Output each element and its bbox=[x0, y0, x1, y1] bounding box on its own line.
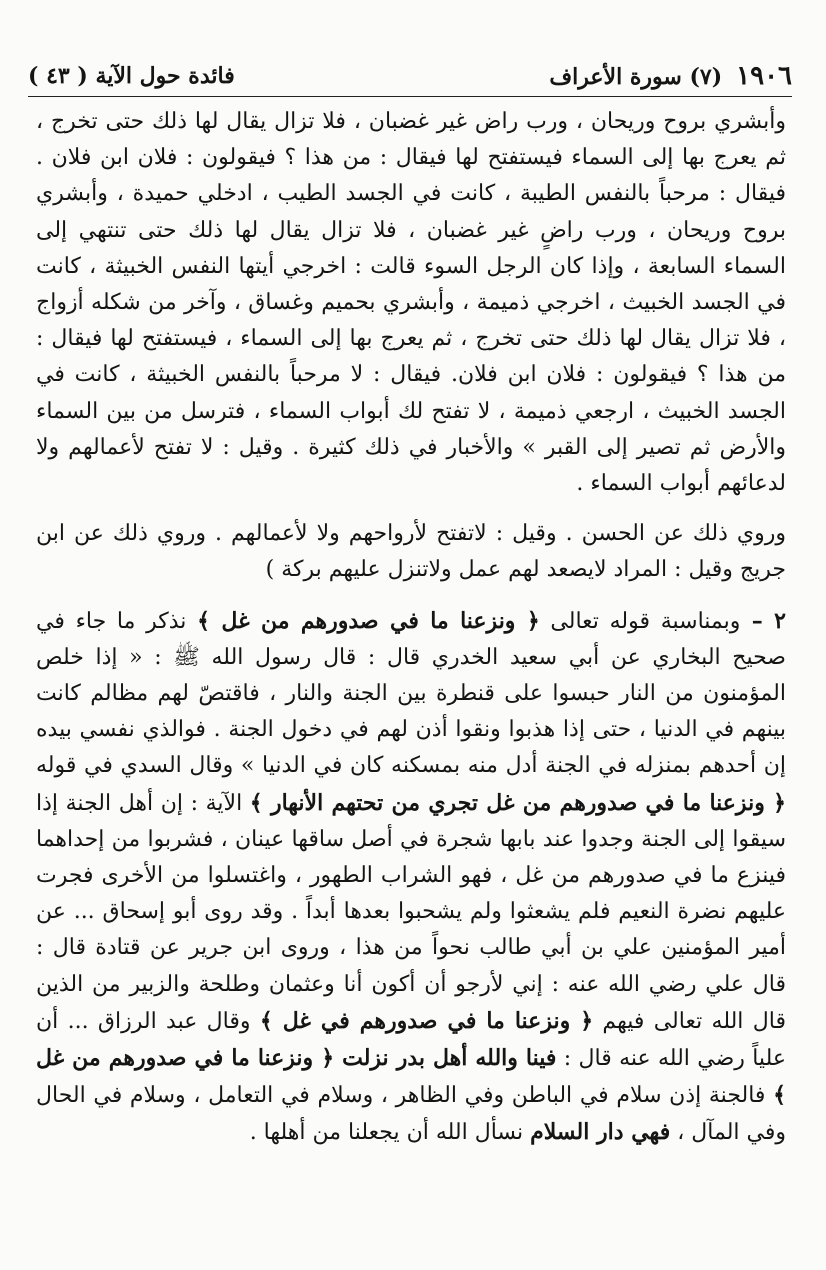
bold-phrase: فينا والله أهل بدر نزلت bbox=[334, 1045, 557, 1072]
item-number: ٢ – bbox=[740, 607, 786, 634]
paragraph-3 bbox=[36, 603, 786, 1152]
text-segment: نذكر ما جاء في صحيح البخاري عن أبي سعيد الخدري قال : قال رسول الله ﷺ : « إذا خلص المؤمنون من النار حبسوا على قنطرة بين الجنة والنار ، فاقتصّ لهم مظالم كانت بينهم في الدنيا ، حتى إذا هذبوا ونقوا أذن لهم في دخول الجنة . فوالذي نفسي بيده إن أحدهم بمنزله في الجنة أدل منه بمسكنه كان في الدنيا » وقال السدي في قوله bbox=[36, 608, 786, 779]
section-title: فائدة حول الآية ( ٤٣ ) bbox=[28, 63, 235, 89]
paragraph-1: وأبشري بروح وريحان ، ورب راض غير غضبان ، فلا تزال يقال لها ذلك حتى تخرج ، ثم يعرج بها إلى السماء فيستفتح لها فيقال : من هذا ؟ فيقولون : فلان ابن فلان . فيقال : مرحباً بالنفس الطيبة ، كانت في الجسد الطيب ، ادخلي حميدة ، وأبشري بروح وريحان ، ورب راضٍ غير غضبان ، فلا تزال يقال لها ذلك حتى تنتهي إلى السماء السابعة ، وإذا كان الرجل السوء قالت : اخرجي أيتها النفس الخبيثة ، كانت في الجسد الخبيث ، اخرجي ذميمة ، وأبشري بحميم وغساق ، وآخر من شكله أزواج ، فلا تزال يقال لها ذلك حتى تخرج ، ثم يعرج بها إلى السماء ، فيستفتح لها فيقال : من هذا ؟ فيقولون : فلان ابن فلان. فيقال : لا مرحباً بالنفس الخبيثة ، كانت في الجسد الخبيث ، ارجعي ذميمة ، لا تفتح لك أبواب السماء ، فترسل من بين السماء والأرض ثم تصير إلى القبر » والأخبار في ذلك كثيرة . وقيل : لا تفتح لأعمالهم ولا لدعائهم أبواب السماء . bbox=[36, 109, 786, 497]
page-number: ١٩٠٦ bbox=[736, 61, 792, 91]
text-segment: الآية : إن أهل الجنة إذا سيقوا إلى الجنة وجدوا عند بابها شجرة في أصل ساقها عينان ، فشربوا من إحداهما فينزع ما في صدورهم من غل ، فهو الشراب الطهور ، واغتسلوا من الأخرى فجرت عليهم نضرة النعيم فلم يشعثوا ولم يشحبوا بعدها أبداً . وقد روى أبو إسحاق ... عن أمير المؤمنين علي بن أبي طالب نحواً من هذا ، وروى ابن جرير عن قتادة قال : قال علي رضي الله عنه : إني لأرجو أن أكون أنا وعثمان وطلحة والزبير من الذين قال الله تعالى فيهم bbox=[36, 790, 786, 1034]
text-segment: وقال عبد الرزاق ... أن علياً رضي الله عنه قال : bbox=[36, 1008, 786, 1072]
paragraph-2: وروي ذلك عن الحسن . وقيل : لاتفتح لأرواحهم ولا لأعمالهم . وروي ذلك عن ابن جريج وقيل : المراد لايصعد لهم عمل ولاتنزل عليهم بركة ) bbox=[36, 521, 786, 583]
quran-verse: ﴿ ونزعنا ما في صدورهم في غل ﴾ bbox=[259, 1007, 594, 1034]
quran-verse: ﴿ ونزعنا ما في صدورهم من غل ﴾ bbox=[36, 1045, 786, 1109]
text-segment: فالجنة إذن سلام في الباطن وفي الظاهر ، وسلام في التعامل ، وسلام في الحال وفي المآل ، bbox=[36, 1083, 786, 1146]
quran-verse: ﴿ ونزعنا ما في صدورهم من غل تجري من تحتهم الأنهار ﴾ bbox=[249, 789, 786, 816]
page-header bbox=[28, 56, 792, 97]
page-body bbox=[36, 104, 786, 1152]
surah-title: (٧) سورة الأعراف bbox=[549, 64, 723, 90]
text-segment: وبمناسبة قوله تعالى bbox=[539, 608, 741, 634]
bold-phrase: فهي دار السلام bbox=[530, 1119, 671, 1146]
text-segment: نسأل الله أن يجعلنا من أهلها . bbox=[249, 1120, 531, 1146]
header-right bbox=[549, 61, 792, 91]
quran-verse: ﴿ ونزعنا ما في صدورهم من غل ﴾ bbox=[197, 607, 540, 634]
